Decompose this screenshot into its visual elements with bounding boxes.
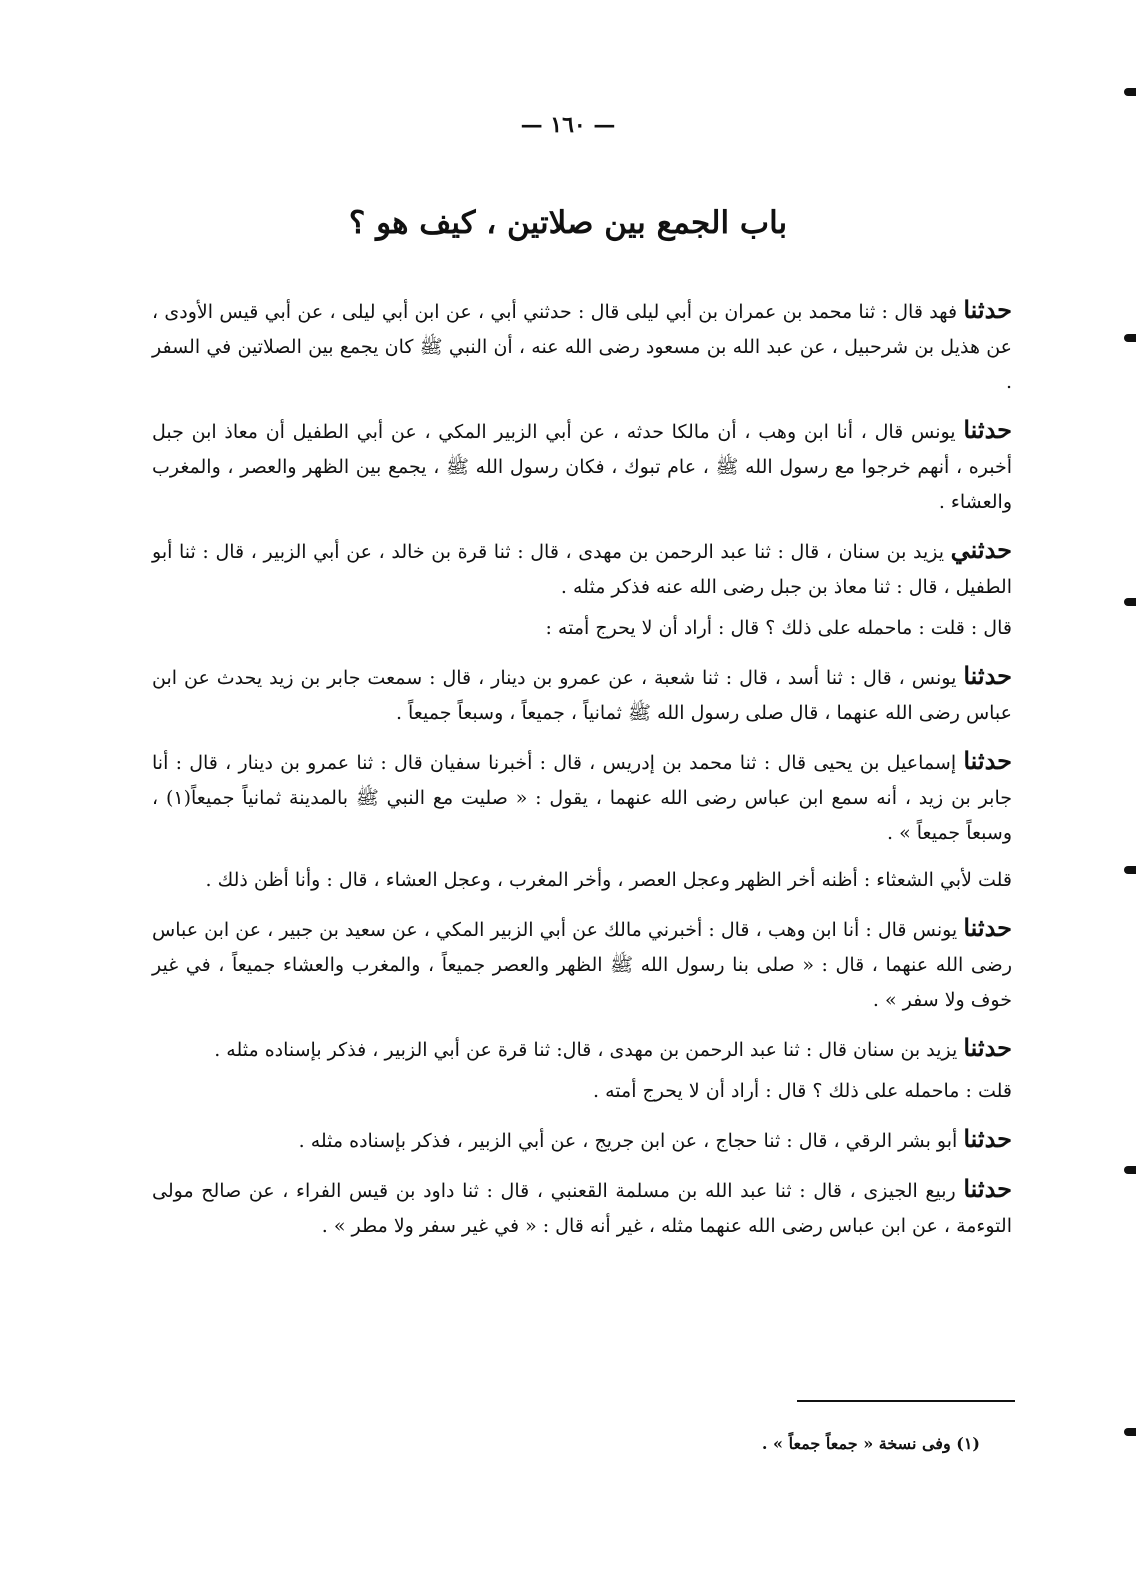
hadith-body (152, 292, 1012, 1256)
hadith-paragraph-9 (152, 1030, 1012, 1068)
hadith-paragraph-6 (152, 743, 1012, 851)
footnote: (١) وفى نسخة « جمعاً جمعاً » . (761, 1434, 980, 1453)
paragraph-text: يونس ، قال : ثنا أسد ، قال : ثنا شعبة ، عن عمرو بن دينار ، قال : سمعت جابر بن زيد يحدث عن ابن عباس رضى الله عنهما ، قال صلى رسول الله ﷺ ثمانياً ، جميعاً ، وسبعاً جميعاً . (152, 667, 1012, 724)
hadith-paragraph-10 (152, 1074, 1012, 1109)
footnote-divider (797, 1400, 1015, 1402)
scan-edge-mark (1124, 1166, 1136, 1174)
narration-lead: حدثنا (963, 746, 1012, 775)
scan-edge-mark (1124, 598, 1136, 606)
paragraph-text: أبو بشر الرقي ، قال : ثنا حجاج ، عن ابن جريج ، عن أبي الزبير ، فذكر بإسناده مثله . (298, 1130, 964, 1152)
narration-lead: حدثنا (963, 913, 1012, 942)
page-number: — ١٦٠ — (520, 112, 616, 138)
hadith-paragraph-8 (152, 910, 1012, 1018)
hadith-paragraph-4 (152, 611, 1012, 646)
paragraph-text: يزيد بن سنان ، قال : ثنا عبد الرحمن بن مهدى ، قال : ثنا قرة بن خالد ، عن أبي الزبير ، قال : ثنا أبو الطفيل ، قال : ثنا معاذ بن جبل رضى الله عنه فذكر مثله . (152, 541, 1012, 598)
paragraph-text: إسماعيل بن يحيى قال : ثنا محمد بن إدريس ، قال : أخبرنا سفيان قال : ثنا عمرو بن دينار ، قال : أنا جابر بن زيد ، أنه سمع ابن عباس رضى الله عنهما ، يقول : « صليت مع النبي ﷺ بالمدينة ثمانياً جميعاً(١) ، وسبعاً جميعاً » . (152, 752, 1012, 844)
narration-lead: حدثنا (963, 1124, 1012, 1153)
narration-lead: حدثنا (963, 1033, 1012, 1062)
scan-edge-mark (1124, 866, 1136, 874)
narration-lead: حدثنا (963, 661, 1012, 690)
narration-lead: حدثنا (963, 415, 1012, 444)
narration-lead: حدثنا (963, 1174, 1012, 1203)
paragraph-text: يونس قال : أنا ابن وهب ، قال : أخبرني مالك عن أبي الزبير المكي ، عن سعيد بن جبير ، عن ابن عباس رضى الله عنهما ، قال : « صلى بنا رسول الله ﷺ الظهر والعصر جميعاً ، والمغرب والعشاء جميعاً ، في غير خوف ولا سفر » . (152, 919, 1012, 1011)
scan-edge-mark (1124, 1428, 1136, 1436)
paragraph-text: يزيد بن سنان قال : ثنا عبد الرحمن بن مهدى ، قال: ثنا قرة عن أبي الزبير ، فذكر بإسناده مثله . (214, 1039, 964, 1061)
hadith-paragraph-7 (152, 863, 1012, 898)
hadith-paragraph-2 (152, 412, 1012, 520)
paragraph-text: فهد قال : ثنا محمد بن عمران بن أبي ليلى قال : حدثني أبي ، عن ابن أبي ليلى ، عن أبي قيس الأودى ، عن هذيل بن شرحبيل ، عن عبد الله بن مسعود رضى الله عنه ، أن النبي ﷺ كان يجمع بين الصلاتين في السفر . (152, 301, 1012, 393)
scan-edge-mark (1124, 334, 1136, 342)
paragraph-text: قلت : ماحمله على ذلك ؟ قال : أراد أن لا يحرج أمته . (593, 1080, 1012, 1102)
scan-edge-mark (1124, 88, 1136, 96)
paragraph-text: قلت لأبي الشعثاء : أظنه أخر الظهر وعجل العصر ، وأخر المغرب ، وعجل العشاء ، قال : وأنا أظن ذلك . (205, 869, 1012, 891)
hadith-paragraph-12 (152, 1171, 1012, 1244)
hadith-paragraph-3 (152, 532, 1012, 605)
chapter-title: باب الجمع بين صلاتين ، كيف هو ؟ (348, 205, 788, 241)
narration-lead: حدثنا (963, 295, 1012, 324)
hadith-paragraph-11 (152, 1121, 1012, 1159)
hadith-paragraph-5 (152, 658, 1012, 731)
narration-lead: حدثني (950, 535, 1012, 564)
hadith-paragraph-1 (152, 292, 1012, 400)
paragraph-text: يونس قال ، أنا ابن وهب ، أن مالكا حدثه ، عن أبي الزبير المكي ، عن أبي الطفيل أن معاذ ابن جبل أخبره ، أنهم خرجوا مع رسول الله ﷺ ، عام تبوك ، فكان رسول الله ﷺ ، يجمع بين الظهر والعصر ، والمغرب والعشاء . (152, 421, 1012, 513)
paragraph-text: قال : قلت : ماحمله على ذلك ؟ قال : أراد أن لا يحرج أمته : (545, 617, 1012, 639)
paragraph-text: ربيع الجيزى ، قال : ثنا عبد الله بن مسلمة القعنبي ، قال : ثنا داود بن قيس الفراء ، عن صالح مولى التوءمة ، عن ابن عباس رضى الله عنهما مثله ، غير أنه قال : « في غير سفر ولا مطر » . (152, 1180, 1012, 1237)
